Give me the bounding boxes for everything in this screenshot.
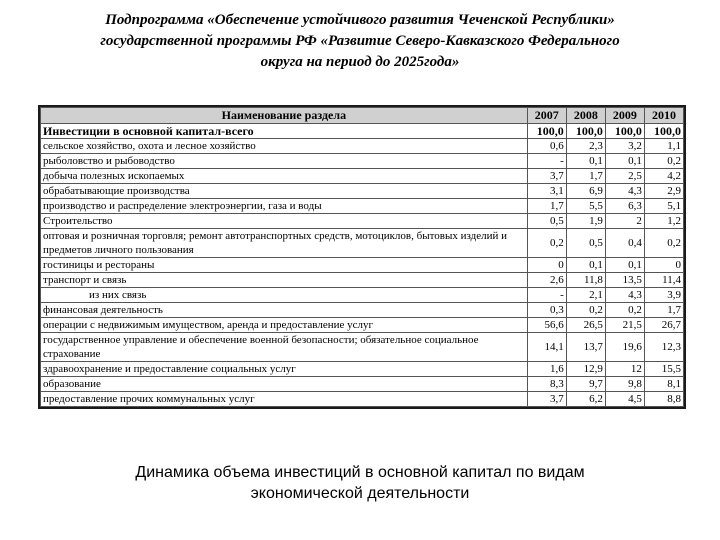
table-row — [41, 184, 684, 199]
row-label: из них связь — [41, 288, 528, 303]
row-value: 2 — [605, 214, 644, 229]
row-value: 56,6 — [527, 318, 566, 333]
row-value: 15,5 — [644, 362, 683, 377]
table-row — [41, 318, 684, 333]
table-row — [41, 229, 684, 258]
row-value: 5,1 — [644, 199, 683, 214]
column-header-year: 2007 — [527, 108, 566, 124]
table-row — [41, 258, 684, 273]
row-value: 13,7 — [566, 333, 605, 362]
row-value: 0,2 — [527, 229, 566, 258]
row-value: 6,3 — [605, 199, 644, 214]
row-label: образование — [41, 377, 528, 392]
row-value: 100,0 — [605, 124, 644, 139]
row-value: 19,6 — [605, 333, 644, 362]
column-header-year: 2008 — [566, 108, 605, 124]
row-value: 3,7 — [527, 169, 566, 184]
table-caption — [40, 462, 680, 504]
row-label: гостиницы и рестораны — [41, 258, 528, 273]
row-value: 100,0 — [527, 124, 566, 139]
row-value: 0,1 — [605, 154, 644, 169]
row-label: Строительство — [41, 214, 528, 229]
column-header-section: Наименование раздела — [41, 108, 528, 124]
row-value: - — [527, 288, 566, 303]
row-value: 26,7 — [644, 318, 683, 333]
row-value: 2,6 — [527, 273, 566, 288]
row-label: государственное управление и обеспечение военной безопасности; обязательное социальное страхование — [41, 333, 528, 362]
row-value: 12,9 — [566, 362, 605, 377]
row-label: транспорт и связь — [41, 273, 528, 288]
row-value: 0,1 — [605, 258, 644, 273]
row-value: 0,2 — [644, 154, 683, 169]
table-row — [41, 392, 684, 407]
table-row — [41, 139, 684, 154]
row-value: 8,1 — [644, 377, 683, 392]
row-label: Инвестиции в основной капитал-всего — [41, 124, 528, 139]
row-value: 2,3 — [566, 139, 605, 154]
row-label: обрабатывающие производства — [41, 184, 528, 199]
row-value: 2,1 — [566, 288, 605, 303]
heading-line-3: округа на период до 2025года» — [260, 54, 460, 70]
row-value: 2,9 — [644, 184, 683, 199]
row-value: 2,5 — [605, 169, 644, 184]
row-value: 11,8 — [566, 273, 605, 288]
row-value: 4,5 — [605, 392, 644, 407]
row-value: 1,7 — [527, 199, 566, 214]
heading-line-2: государственной программы РФ «Развитие Северо-Кавказского Федерального — [100, 33, 620, 49]
row-value: 0,1 — [566, 154, 605, 169]
row-value: 11,4 — [644, 273, 683, 288]
row-value: 3,7 — [527, 392, 566, 407]
row-value: 4,3 — [605, 288, 644, 303]
row-value: 6,2 — [566, 392, 605, 407]
table-row — [41, 154, 684, 169]
row-value: 14,1 — [527, 333, 566, 362]
row-value: 1,9 — [566, 214, 605, 229]
row-label: здравоохранение и предоставление социальных услуг — [41, 362, 528, 377]
investment-table-container — [38, 105, 686, 409]
table-row — [41, 303, 684, 318]
row-label: оптовая и розничная торговля; ремонт автотранспортных средств, мотоциклов, бытовых изделий и предметов личного пользования — [41, 229, 528, 258]
row-value: 12,3 — [644, 333, 683, 362]
row-value: - — [527, 154, 566, 169]
heading-line-1: Подпрограмма «Обеспечение устойчивого развития Чеченской Республики» — [105, 12, 615, 28]
row-value: 0,1 — [566, 258, 605, 273]
caption-line-1: Динамика объема инвестиций в основной капитал по видам — [135, 464, 585, 481]
row-value: 0 — [644, 258, 683, 273]
table-row — [41, 273, 684, 288]
row-value: 8,3 — [527, 377, 566, 392]
row-value: 9,7 — [566, 377, 605, 392]
page-heading — [20, 10, 700, 73]
row-value: 21,5 — [605, 318, 644, 333]
row-value: 1,2 — [644, 214, 683, 229]
column-header-year: 2009 — [605, 108, 644, 124]
row-value: 0,6 — [527, 139, 566, 154]
row-value: 0,2 — [644, 229, 683, 258]
row-value: 5,5 — [566, 199, 605, 214]
table-header-row — [41, 108, 684, 124]
row-label: сельское хозяйство, охота и лесное хозяйство — [41, 139, 528, 154]
table-row-total — [41, 124, 684, 139]
row-value: 13,5 — [605, 273, 644, 288]
caption-line-2: экономической деятельности — [250, 485, 470, 502]
row-value: 12 — [605, 362, 644, 377]
row-label: производство и распределение электроэнергии, газа и воды — [41, 199, 528, 214]
row-label: операции с недвижимым имуществом, аренда и предоставление услуг — [41, 318, 528, 333]
table-row-subitem — [41, 288, 684, 303]
column-header-year: 2010 — [644, 108, 683, 124]
row-value: 0,2 — [605, 303, 644, 318]
row-value: 1,1 — [644, 139, 683, 154]
table-row — [41, 362, 684, 377]
row-value: 1,7 — [566, 169, 605, 184]
row-value: 9,8 — [605, 377, 644, 392]
table-row — [41, 333, 684, 362]
row-value: 0,4 — [605, 229, 644, 258]
table-row — [41, 199, 684, 214]
row-value: 1,6 — [527, 362, 566, 377]
row-value: 4,3 — [605, 184, 644, 199]
row-value: 3,9 — [644, 288, 683, 303]
row-value: 0,3 — [527, 303, 566, 318]
row-value: 0,5 — [566, 229, 605, 258]
row-value: 3,2 — [605, 139, 644, 154]
row-value: 6,9 — [566, 184, 605, 199]
row-value: 1,7 — [644, 303, 683, 318]
row-label: добыча полезных ископаемых — [41, 169, 528, 184]
investment-table — [40, 107, 684, 407]
row-value: 100,0 — [644, 124, 683, 139]
row-label: финансовая деятельность — [41, 303, 528, 318]
row-label: предоставление прочих коммунальных услуг — [41, 392, 528, 407]
table-row — [41, 377, 684, 392]
row-label: рыболовство и рыбоводство — [41, 154, 528, 169]
row-value: 4,2 — [644, 169, 683, 184]
row-value: 3,1 — [527, 184, 566, 199]
row-value: 0,2 — [566, 303, 605, 318]
row-value: 0 — [527, 258, 566, 273]
row-value: 0,5 — [527, 214, 566, 229]
table-row — [41, 214, 684, 229]
row-value: 26,5 — [566, 318, 605, 333]
row-value: 8,8 — [644, 392, 683, 407]
table-row — [41, 169, 684, 184]
row-value: 100,0 — [566, 124, 605, 139]
